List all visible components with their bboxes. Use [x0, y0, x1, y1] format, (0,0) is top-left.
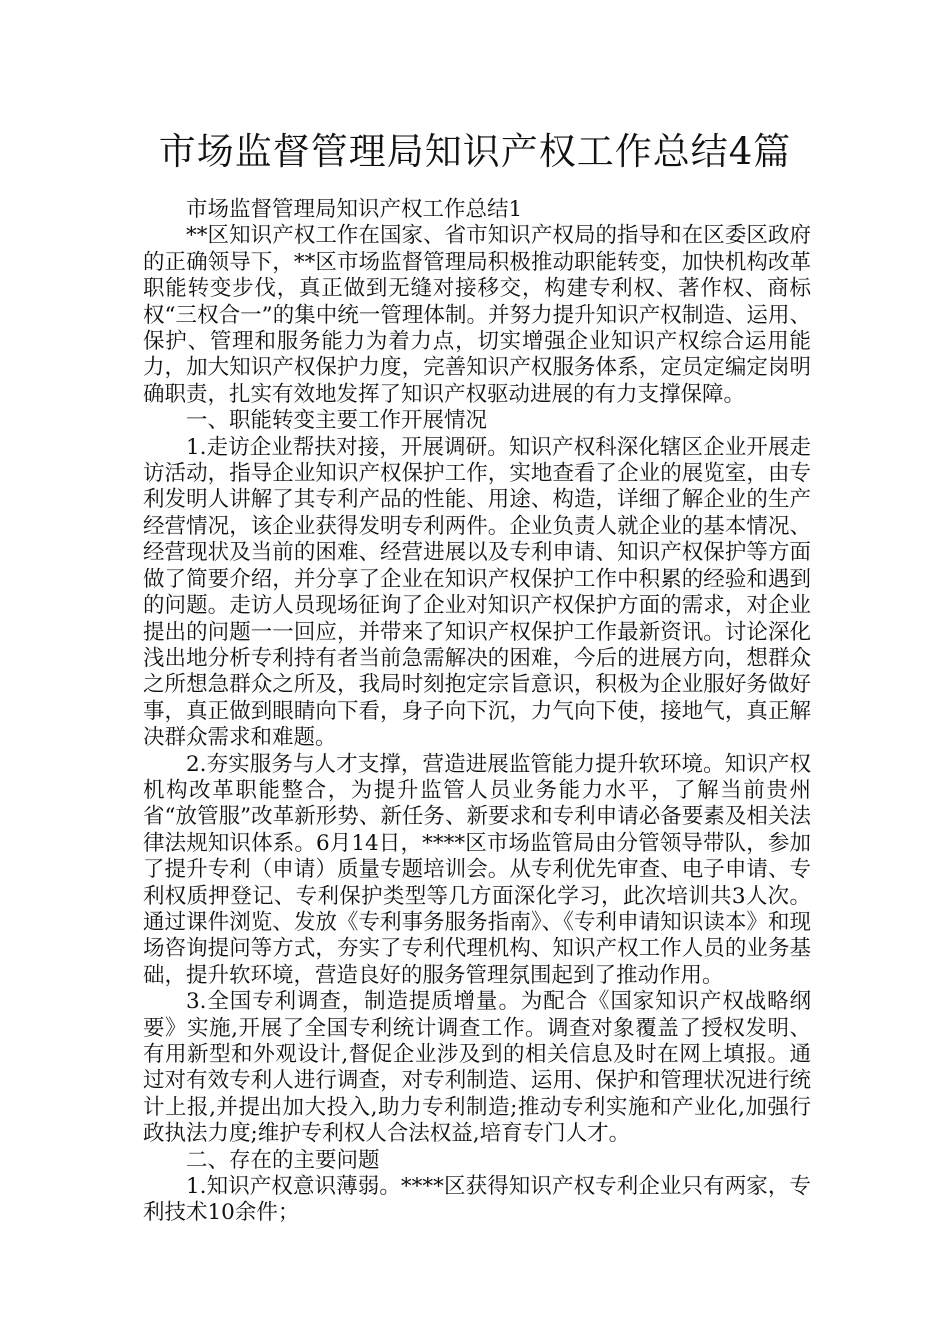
- section-heading: 市场监督管理局知识产权工作总结1: [186, 197, 523, 222]
- document-body: [143, 197, 811, 1227]
- body-paragraph: 1.知识产权意识薄弱。****区获得知识产权专利企业只有两家，专利技术10余件；: [143, 1174, 811, 1226]
- section-heading: 二、存在的主要问题: [186, 1147, 380, 1173]
- document-title: 市场监督管理局知识产权工作总结4篇: [158, 130, 792, 173]
- section-heading: 一、职能转变主要工作开展情况: [186, 408, 488, 434]
- body-paragraph: 3.全国专利调查，制造提质增量。为配合《国家知识产权战略纲要》实施,开展了全国专利统计调查工作。调查对象覆盖了授权发明、有用新型和外观设计,督促企业涉及到的相关信息及时在网上填报。通过对有效专利人进行调查，对专利制造、运用、保护和管理状况进行统计上报,并提出加大投入,助力专利制造;推动专利实施和产业化,加强行政执法力度;维护专利权人合法权益,培育专门人才。: [143, 989, 811, 1147]
- body-paragraph: 1.走访企业帮扶对接，开展调研。知识产权科深化辖区企业开展走访活动，指导企业知识产权保护工作，实地查看了企业的展览室，由专利发明人讲解了其专利产品的性能、用途、构造，详细了解企业的生产经营情况，该企业获得发明专利两件。企业负责人就企业的基本情况、经营现状及当前的困难、经营进展以及专利申请、知识产权保护等方面做了简要介绍，并分享了企业在知识产权保护工作中积累的经验和遇到的问题。走访人员现场征询了企业对知识产权保护方面的需求，对企业提出的问题一一回应，并带来了知识产权保护工作最新资讯。讨论深化浅出地分析专利持有者当前急需解决的困难，今后的进展方向，想群众之所想急群众之所及，我局时刻抱定宗旨意识，积极为企业服好务做好事，真正做到眼睛向下看，身子向下沉，力气向下使，接地气，真正解决群众需求和难题。: [143, 434, 811, 751]
- intro-paragraph: **区知识产权工作在国家、省市知识产权局的指导和在区委区政府的正确领导下，**区市场监督管理局积极推动职能转变，加快机构改革职能转变步伐，真正做到无缝对接移交，构建专利权、著作权、商标权“三权合一”的集中统一管理体制。并努力提升知识产权制造、运用、保护、管理和服务能力为着力点，切实增强企业知识产权综合运用能力，加大知识产权保护力度，完善知识产权服务体系，定员定编定岗明确职责，扎实有效地发挥了知识产权驱动进展的有力支撑保障。: [143, 223, 811, 407]
- body-paragraph: 2.夯实服务与人才支撑，营造进展监管能力提升软环境。知识产权机构改革职能整合，为提升监管人员业务能力水平，了解当前贵州省“放管服”改革新形势、新任务、新要求和专利申请必备要素及相关法律法规知识体系。6月14日，****区市场监管局由分管领导带队，参加了提升专利（申请）质量专题培训会。从专利优先审查、电子申请、专利权质押登记、专利保护类型等几方面深化学习，此次培训共3人次。通过课件浏览、发放《专利事务服务指南》、《专利申请知识读本》和现场咨询提问等方式，夯实了专利代理机构、知识产权工作人员的业务基础，提升软环境，营造良好的服务管理氛围起到了推动作用。: [143, 751, 811, 988]
